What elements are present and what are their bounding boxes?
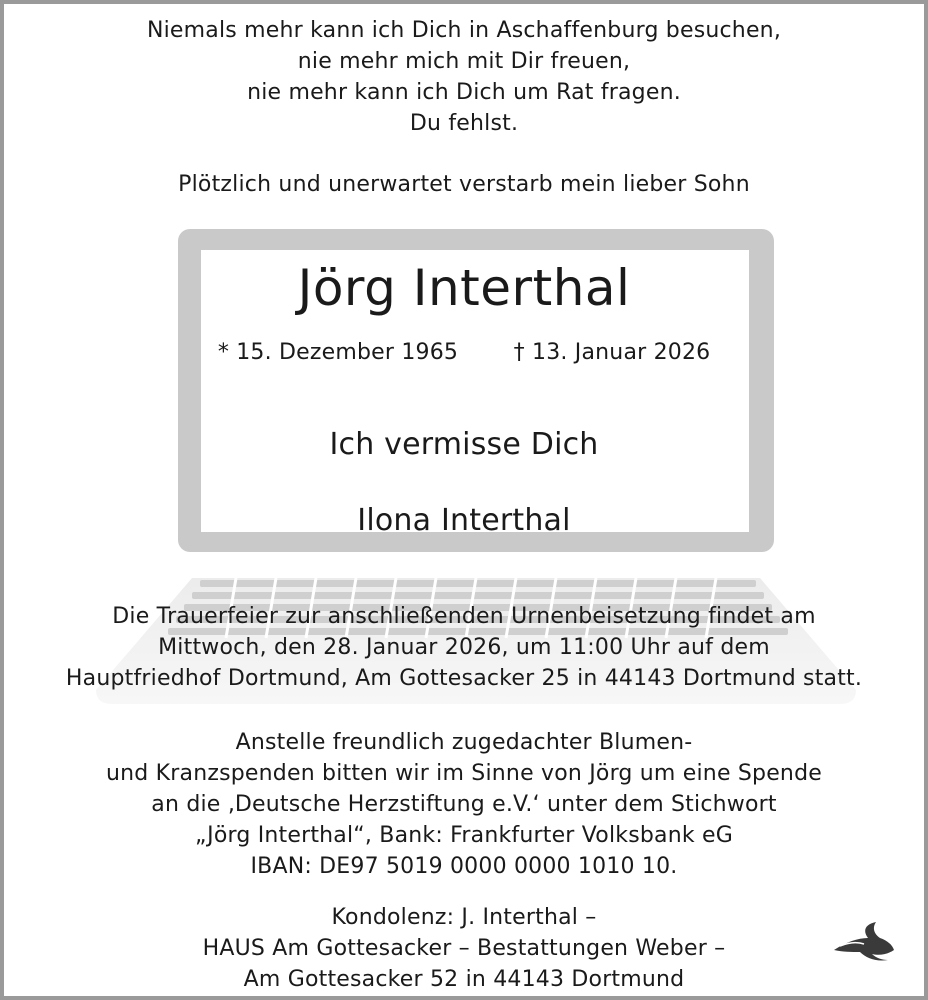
- condolence-line: HAUS Am Gottesacker – Bestattungen Weber –: [202, 936, 726, 961]
- condolence-line: Kondolenz: J. Interthal –: [331, 905, 597, 930]
- condolence-line: Am Gottesacker 52 in 44143 Dortmund: [243, 967, 685, 992]
- ceremony-line: Hauptfriedhof Dortmund, Am Gottesacker 25 in 44143 Dortmund statt.: [65, 666, 863, 691]
- ceremony-line: Mittwoch, den 28. Januar 2026, um 11:00 Uhr auf dem: [158, 635, 770, 660]
- donation-line: Anstelle freundlich zugedachter Blumen-: [235, 730, 693, 755]
- iban-line: IBAN: DE97 5019 0000 0000 1010 10.: [250, 854, 678, 879]
- donation-line: „Jörg Interthal“, Bank: Frankfurter Volksbank eG: [195, 823, 733, 848]
- verse-line: Niemals mehr kann ich Dich in Aschaffenburg besuchen,: [146, 18, 782, 43]
- intro-text: Plötzlich und unerwartet verstarb mein lieber Sohn: [178, 172, 750, 197]
- birth-date: * 15. Dezember 1965: [217, 340, 459, 365]
- ceremony-line: Die Trauerfeier zur anschließenden Urnenbeisetzung findet am: [112, 604, 816, 629]
- verse-line: Du fehlst.: [409, 111, 519, 136]
- donation-line: an die ‚Deutsche Herzstiftung e.V.‘ unter dem Stichwort: [151, 792, 777, 817]
- swallow-bird-icon: [832, 920, 896, 962]
- verse-line: nie mehr mich mit Dir freuen,: [297, 49, 631, 74]
- memorial-message: Ich vermisse Dich: [329, 427, 599, 462]
- verse-line: nie mehr kann ich Dich um Rat fragen.: [247, 80, 681, 105]
- donation-line: und Kranzspenden bitten wir im Sinne von Jörg um eine Spende: [106, 761, 822, 786]
- death-date: † 13. Januar 2026: [513, 340, 711, 365]
- mourner-name: Ilona Interthal: [357, 503, 571, 538]
- deceased-name: Jörg Interthal: [297, 259, 631, 317]
